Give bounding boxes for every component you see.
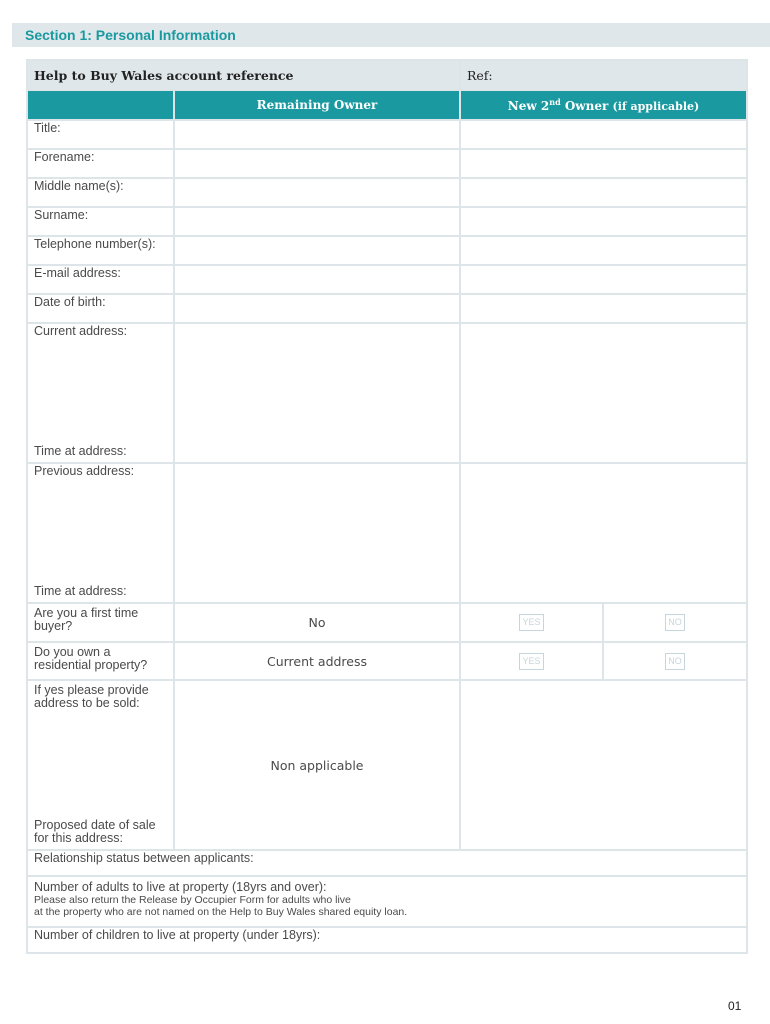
new-owner-header <box>460 90 747 120</box>
new-owner-first-time-buyer-no[interactable] <box>603 603 747 642</box>
new-owner-surname-field[interactable] <box>460 207 747 236</box>
new-owner-header-note: (if applicable) <box>612 100 700 113</box>
first-time-buyer-row <box>27 603 747 642</box>
new-owner-previous-address-field[interactable] <box>460 463 747 603</box>
remaining-owner-title-field[interactable] <box>174 120 460 149</box>
proposed-sale-date-label: Proposed date of sale for this address: <box>34 818 156 845</box>
remaining-owner-current-address-field[interactable] <box>174 323 460 463</box>
current-address-row <box>27 323 747 463</box>
adults-note-line-2: at the property who are not named on the Help to Buy Wales shared equity loan. <box>34 906 408 918</box>
relationship-status-row <box>27 850 747 876</box>
adults-note-line-1: Please also return the Release by Occupier Form for adults who live <box>34 894 351 906</box>
relationship-status-field[interactable] <box>27 850 747 876</box>
remaining-owner-previous-address-field[interactable] <box>174 463 460 603</box>
no-checkbox[interactable]: NO <box>665 614 685 631</box>
new-owner-middle-names-field[interactable] <box>460 178 747 207</box>
section-header <box>12 23 770 47</box>
new-owner-own-property-yes[interactable] <box>460 642 603 680</box>
previous-address-row <box>27 463 747 603</box>
forename-label: Forename: <box>27 149 174 178</box>
remaining-owner-middle-names-field[interactable] <box>174 178 460 207</box>
section-title: Section 1: Personal Information <box>25 27 236 43</box>
new-owner-forename-field[interactable] <box>460 149 747 178</box>
surname-label: Surname: <box>27 207 174 236</box>
dob-label: Date of birth: <box>27 294 174 323</box>
remaining-owner-dob-field[interactable] <box>174 294 460 323</box>
ref-row <box>27 60 747 90</box>
ref-field[interactable] <box>460 60 747 90</box>
new-owner-telephone-field[interactable] <box>460 236 747 265</box>
remaining-owner-surname-field[interactable] <box>174 207 460 236</box>
remaining-owner-email-field[interactable] <box>174 265 460 294</box>
email-label: E-mail address: <box>27 265 174 294</box>
title-label: Title: <box>27 120 174 149</box>
remaining-owner-own-property-value[interactable]: Current address <box>174 642 460 680</box>
own-property-row <box>27 642 747 680</box>
time-at-previous-address-label: Time at address: <box>34 584 127 598</box>
remaining-owner-forename-field[interactable] <box>174 149 460 178</box>
remaining-owner-header: Remaining Owner <box>174 90 460 120</box>
new-owner-title-field[interactable] <box>460 120 747 149</box>
title-row <box>27 120 747 149</box>
address-to-be-sold-label-cell <box>27 680 174 850</box>
yes-checkbox[interactable]: YES <box>519 653 543 670</box>
time-at-address-label: Time at address: <box>34 444 127 458</box>
new-owner-header-sup: nd <box>549 97 561 107</box>
new-owner-first-time-buyer-yes[interactable] <box>460 603 603 642</box>
current-address-label-cell <box>27 323 174 463</box>
new-owner-address-to-be-sold-field[interactable] <box>460 680 747 850</box>
ref-label: Ref: <box>467 67 493 83</box>
address-to-be-sold-label: If yes please provide address to be sold: <box>34 683 149 710</box>
children-row <box>27 927 747 953</box>
remaining-owner-first-time-buyer-value[interactable]: No <box>174 603 460 642</box>
current-address-label: Current address: <box>34 324 128 338</box>
relationship-status-label: Relationship status between applicants: <box>34 851 254 865</box>
adults-label: Number of adults to live at property (18yrs and over): <box>34 880 327 894</box>
header-blank-cell <box>27 90 174 120</box>
middle-names-label: Middle name(s): <box>27 178 174 207</box>
new-owner-header-prefix: New 2 <box>507 99 550 113</box>
new-owner-header-suffix: Owner <box>560 99 613 113</box>
first-time-buyer-label: Are you a first time buyer? <box>27 603 174 642</box>
forename-row <box>27 149 747 178</box>
remaining-owner-telephone-field[interactable] <box>174 236 460 265</box>
new-owner-own-property-no[interactable] <box>603 642 747 680</box>
adults-row <box>27 876 747 927</box>
middle-names-row <box>27 178 747 207</box>
dob-row <box>27 294 747 323</box>
children-label: Number of children to live at property (under 18yrs): <box>34 928 321 942</box>
previous-address-label: Previous address: <box>34 464 135 478</box>
children-field[interactable] <box>27 927 747 953</box>
remaining-owner-address-to-be-sold-value[interactable]: Non applicable <box>174 680 460 850</box>
address-to-be-sold-row <box>27 680 747 850</box>
column-header-row <box>27 90 747 120</box>
new-owner-email-field[interactable] <box>460 265 747 294</box>
new-owner-current-address-field[interactable] <box>460 323 747 463</box>
yes-checkbox[interactable]: YES <box>519 614 543 631</box>
adults-field[interactable] <box>27 876 747 927</box>
surname-row <box>27 207 747 236</box>
no-checkbox[interactable]: NO <box>665 653 685 670</box>
email-row <box>27 265 747 294</box>
telephone-label: Telephone number(s): <box>27 236 174 265</box>
own-property-label: Do you own a residential property? <box>27 642 174 680</box>
account-reference-label: Help to Buy Wales account reference <box>27 60 460 90</box>
personal-information-form <box>26 59 748 954</box>
previous-address-label-cell <box>27 463 174 603</box>
new-owner-dob-field[interactable] <box>460 294 747 323</box>
page-number: 01 <box>728 999 742 1013</box>
telephone-row <box>27 236 747 265</box>
